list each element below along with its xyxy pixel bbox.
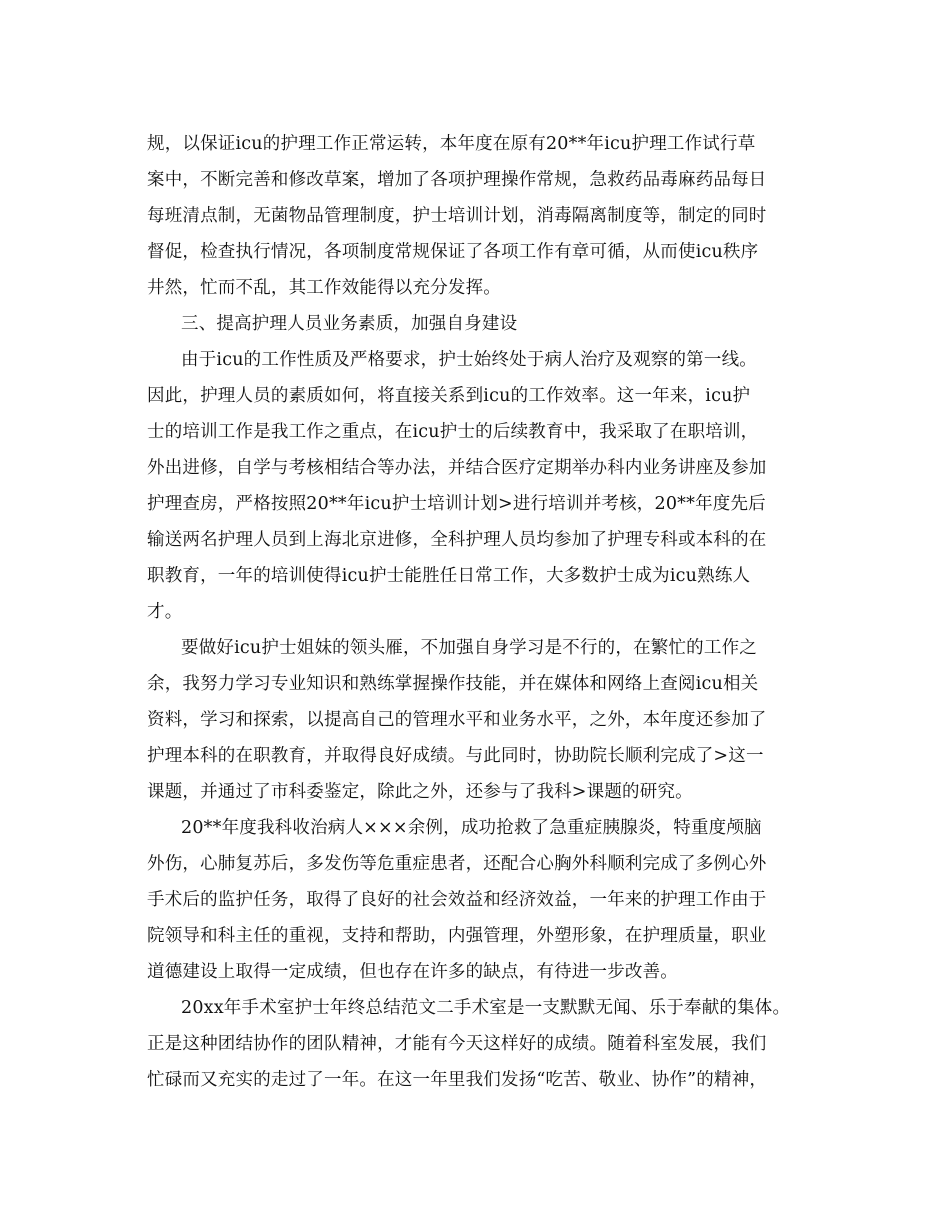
text-line: 输送两名护理人员到上海北京进修，全科护理人员均参加了护理专科或本科的在 [147, 530, 767, 550]
paragraph-2 [147, 342, 807, 630]
text-line: 资料，学习和探索，以提高自己的管理水平和业务水平，之外，本年度还参加了 [147, 710, 767, 730]
text-line: 20**年度我科收治病人×××余例，成功抢救了急重症胰腺炎，特重度颅脑 [181, 818, 762, 838]
text-line: 课题，并通过了市科委鉴定，除此之外，还参与了我科>课题的研究。 [147, 782, 693, 802]
text-line: 余，我努力学习专业知识和熟练掌握操作技能，并在媒体和网络上查阅icu相关 [147, 674, 759, 694]
text-line: 护理查房，严格按照20**年icu护士培训计划>进行培训并考核，20**年度先后 [147, 494, 766, 514]
document-body [147, 126, 807, 1098]
text-line: 手术后的监护任务，取得了良好的社会效益和经济效益，一年来的护理工作由于 [147, 890, 767, 910]
text-line: 由于icu的工作性质及严格要求，护士始终处于病人治疗及观察的第一线。 [181, 350, 757, 370]
text-line: 护理本科的在职教育，并取得良好成绩。与此同时，协助院长顺利完成了>这一 [147, 746, 764, 766]
paragraph-4 [147, 810, 807, 990]
text-line: 井然，忙而不乱，其工作效能得以充分发挥。 [147, 278, 501, 298]
text-line: 院领导和科主任的重视，支持和帮助，内强管理，外塑形象，在护理质量，职业 [147, 926, 767, 946]
paragraph-1 [147, 126, 807, 306]
text-line: 外伤，心肺复苏后，多发伤等危重症患者，还配合心胸外科顺利完成了多例心外 [147, 854, 767, 874]
text-line: 案中，不断完善和修改草案，增加了各项护理操作常规，急救药品毒麻药品每日 [147, 170, 767, 190]
text-line: 正是这种团结协作的团队精神，才能有今天这样好的成绩。随着科室发展，我们 [147, 1034, 767, 1054]
text-line: 规，以保证icu的护理工作正常运转，本年度在原有20**年icu护理工作试行草 [147, 134, 756, 154]
text-line: 外出进修，自学与考核相结合等办法，并结合医疗定期举办科内业务讲座及参加 [147, 458, 767, 478]
paragraph-3 [147, 630, 807, 810]
text-line: 督促，检查执行情况，各项制度常规保证了各项工作有章可循，从而使icu秩序 [147, 242, 759, 262]
text-line: 20xx年手术室护士年终总结范文二手术室是一支默默无闻、乐于奉献的集体。 [181, 998, 791, 1018]
text-line: 每班清点制，无菌物品管理制度，护士培训计划，消毒隔离制度等，制定的同时 [147, 206, 767, 226]
text-line: 士的培训工作是我工作之重点，在icu护士的后续教育中，我采取了在职培训， [147, 422, 759, 442]
section-heading-text: 三、提高护理人员业务素质，加强自身建设 [181, 314, 518, 334]
text-line: 因此，护理人员的素质如何，将直接关系到icu的工作效率。这一年来，icu护 [147, 386, 751, 406]
text-line: 职教育，一年的培训使得icu护士能胜任日常工作，大多数护士成为icu熟练人 [147, 566, 751, 586]
text-line: 要做好icu护士姐妹的领头雁，不加强自身学习是不行的，在繁忙的工作之 [181, 638, 757, 658]
text-line: 才。 [147, 602, 183, 622]
paragraph-5 [147, 990, 807, 1098]
text-line: 忙碌而又充实的走过了一年。在这一年里我们发扬“吃苦、敬业、协作”的精神， [147, 1070, 768, 1090]
section-heading [147, 306, 807, 342]
text-line: 道德建设上取得一定成绩，但也存在许多的缺点，有待进一步改善。 [147, 962, 678, 982]
